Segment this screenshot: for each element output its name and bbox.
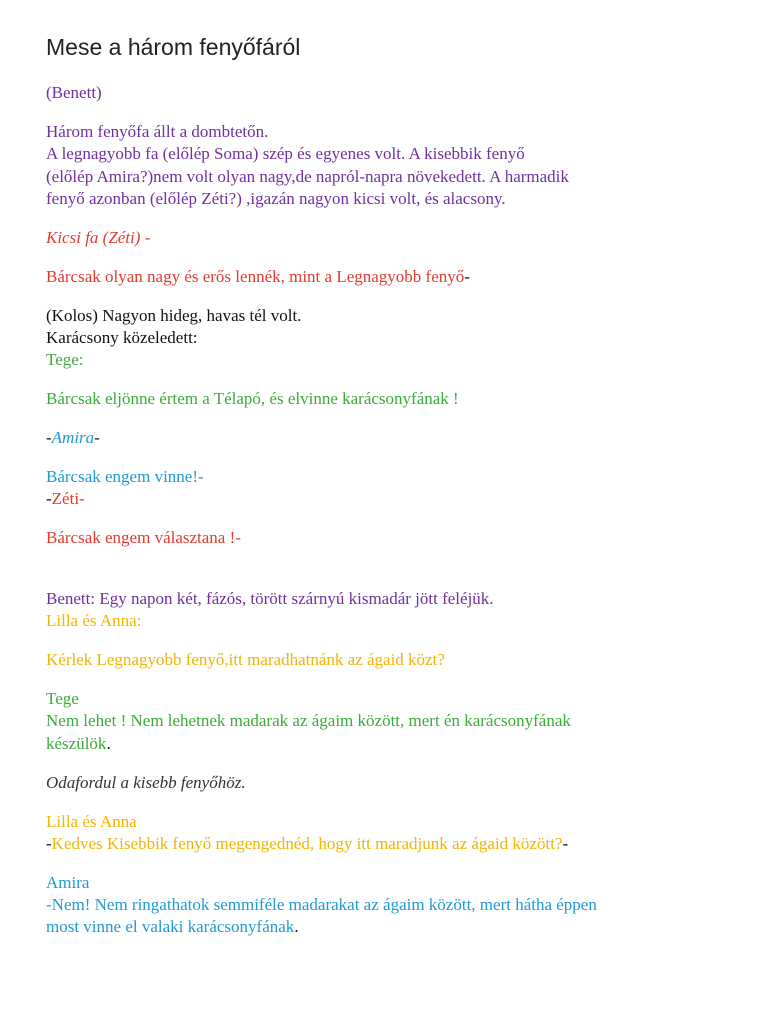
dash: - [562,834,569,853]
speaker-benett: (Benett) [46,83,102,102]
dialogue-text: készülök [46,734,107,753]
dialogue-text: Bárcsak olyan nagy és erős lennék, mint a Legnagyobb fenyő [46,267,465,286]
narration-line: Benett: Egy napon két, fázós, törött szárnyú kismadár jött feléjük. [46,589,494,608]
narration-line: (Kolos) Nagyon hideg, havas tél volt. [46,306,302,325]
dialogue-line [46,266,470,288]
narration-line: Karácsony közeledett: [46,328,198,347]
dash: - [46,489,52,508]
dialogue-line: -Nem! Nem ringathatok semmiféle madarakat az ágaim között, mert hátha éppen [46,895,597,914]
speaker-tege: Tege [46,689,79,708]
dash: - [464,267,470,286]
speaker-line [46,427,100,449]
speaker-line [46,488,85,510]
dash: - [140,228,151,247]
dialogue-line [46,833,568,855]
speaker-kicsi-fa: Kicsi fa (Zéti) [46,228,141,247]
dialogue-line: Nem lehet ! Nem lehetnek madarak az ágaim között, mert én karácsonyfának [46,711,571,730]
stage-direction: Odafordul a kisebb fenyőhöz. [46,773,246,792]
dialogue-text: most vinne el valaki karácsonyfának [46,917,295,936]
dash: - [46,428,52,447]
period: . [294,917,299,936]
narration-line: A legnagyobb fa (előlép Soma) szép és egyenes volt. A kisebbik fenyő [46,144,525,163]
dialogue-line [46,916,299,938]
dialogue-text: Kedves Kisebbik fenyő megengednéd, hogy itt maradjunk az ágaid között? [51,834,563,853]
narration-line: (előlép Amira?)nem volt olyan nagy,de napról-napra növekedett. A harmadik [46,167,569,186]
speaker-lilla-anna: Lilla és Anna [46,812,137,831]
dialogue-line: Bárcsak engem választana !- [46,528,241,547]
narration-line: fenyő azonban (előlép Zéti?) ,igazán nagyon kicsi volt, és alacsony. [46,189,506,208]
speaker-amira: Amira [51,428,95,447]
period: . [106,734,111,753]
dialogue-line: Bárcsak engem vinne!- [46,467,204,486]
dialogue-line [46,733,111,755]
speaker-lilla-anna: Lilla és Anna: [46,611,142,630]
narration-line: Három fenyőfa állt a dombtetőn. [46,122,269,141]
speaker-amira: Amira [46,873,90,892]
speaker-tege: Tege: [46,350,84,369]
document-title: Mese a három fenyőfáról [46,34,301,60]
dialogue-line: Bárcsak eljönne értem a Télapó, és elvinne karácsonyfának ! [46,389,459,408]
speaker-line [46,227,150,249]
speaker-zeti: Zéti- [51,489,85,508]
dialogue-line: Kérlek Legnagyobb fenyő,itt maradhatnánk az ágaid közt? [46,650,445,669]
dash: - [46,834,52,853]
dash: - [94,428,100,447]
